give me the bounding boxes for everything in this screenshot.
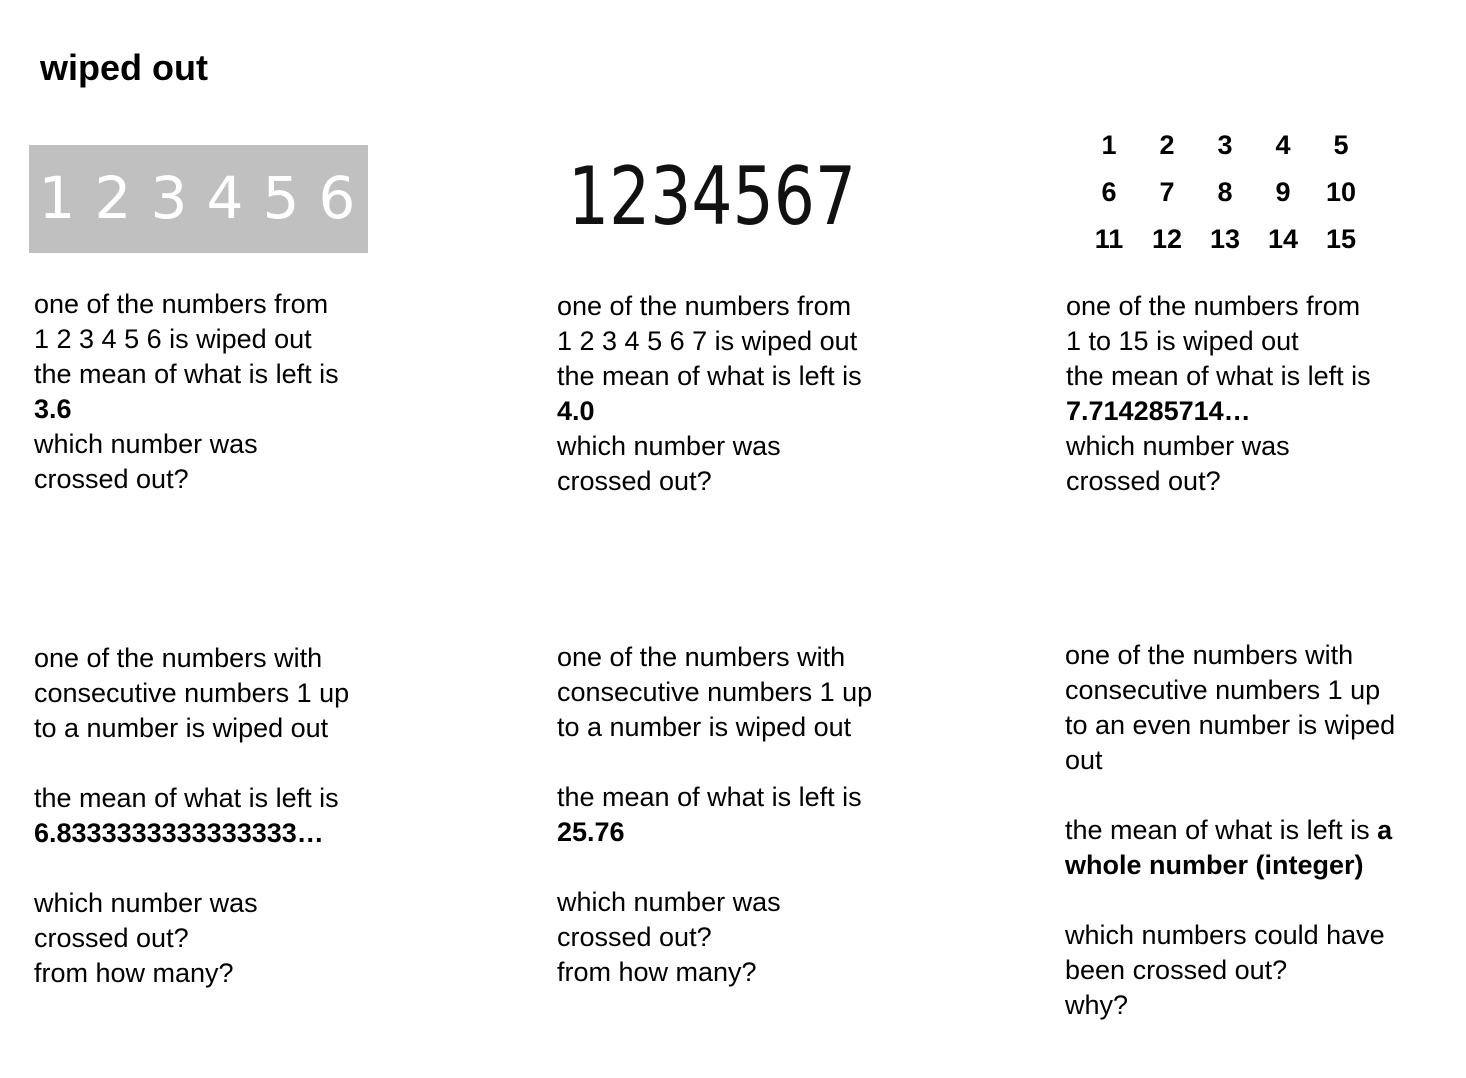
problem-text: one of the numbers with [34,643,323,673]
problem-text: 1 2 3 4 5 6 7 is wiped out [557,326,858,356]
mean-value: 4.0 [557,396,595,426]
grid-cell: 9 [1275,177,1291,207]
problem-text: crossed out? [34,464,189,494]
problem-3 [1066,289,1371,499]
grid-cell: 8 [1217,177,1233,207]
grey-digits-image [29,145,368,253]
spacer [34,746,349,781]
problem-text: 1 2 3 4 5 6 is wiped out [34,324,312,354]
problem-text: one of the numbers from [34,289,329,319]
grid-cell: 14 [1267,224,1299,254]
problem-4 [34,641,349,991]
grid-cell: 1 [1101,130,1117,160]
mean-value: whole number (integer) [1065,850,1364,880]
problem-text: why? [1065,990,1129,1020]
mean-value: 3.6 [34,394,72,424]
spacer [1065,778,1395,813]
grid-cell: 2 [1159,130,1175,160]
grey-digit: 6 [318,164,356,232]
mean-value: 25.76 [557,817,625,847]
problem-text: which number was [557,431,781,461]
problem-text: consecutive numbers 1 up [1065,675,1381,705]
grid-cell: 6 [1101,177,1117,207]
grid-row [1080,122,1370,169]
problem-5 [557,640,872,990]
problem-6 [1065,638,1395,1023]
black-digits-text: 1234567 [568,150,856,243]
problem-text: been crossed out? [1065,955,1288,985]
grid-cell: 4 [1275,130,1291,160]
problem-text: crossed out? [1066,466,1221,496]
black-digits-image [566,150,866,243]
grid-row [1080,169,1370,216]
problem-text: one of the numbers with [557,642,846,672]
problem-text: which number was [34,888,258,918]
spacer [557,745,872,780]
grid-cell: 15 [1325,224,1357,254]
problem-text: the mean of what is left is [34,783,339,813]
problem-text: to a number is wiped out [557,712,852,742]
grid-cell: 5 [1333,130,1349,160]
problem-1 [34,287,339,497]
spacer [34,851,349,886]
problem-text: crossed out? [34,923,189,953]
mean-value: 6.8333333333333333… [34,818,324,848]
problem-text: which number was [34,429,258,459]
grid-row [1080,216,1370,263]
problem-text: the mean of what is left is [557,361,862,391]
mean-value-a: a [1377,815,1393,845]
problem-text: from how many? [34,958,234,988]
problem-text: the mean of what is left is [1066,361,1371,391]
problem-text: consecutive numbers 1 up [34,678,350,708]
problem-text: from how many? [557,957,757,987]
problem-text: to a number is wiped out [34,713,329,743]
grid-cell: 3 [1217,130,1233,160]
spacer [1065,883,1395,918]
grid-cell: 12 [1151,224,1183,254]
problem-text: one of the numbers from [1066,291,1361,321]
problem-text: crossed out? [557,922,712,952]
problem-text: consecutive numbers 1 up [557,677,873,707]
problem-line-mean [1065,813,1395,848]
grey-digit: 5 [262,164,300,232]
mean-value: 7.714285714… [1066,396,1251,426]
problem-text: one of the numbers with [1065,640,1354,670]
grid-cell: 11 [1094,224,1124,254]
problem-text: which numbers could have [1065,920,1385,950]
grey-digit: 1 [38,164,76,232]
grey-digit: 2 [94,164,132,232]
black-digits-svg [566,150,866,243]
grid-cell: 7 [1159,177,1175,207]
grey-digit: 4 [206,164,244,232]
page-title: wiped out [40,47,208,88]
problem-text: out [1065,745,1103,775]
grey-digit: 3 [150,164,188,232]
problem-2 [557,289,862,499]
problem-text: crossed out? [557,466,712,496]
problem-text: the mean of what is left is [557,782,862,812]
problem-text: the mean of what is left is [1065,815,1370,845]
grid-cell: 13 [1209,224,1241,254]
problem-text: to an even number is wiped [1065,710,1396,740]
problem-text: one of the numbers from [557,291,852,321]
problem-text: 1 to 15 is wiped out [1066,326,1299,356]
problem-text: the mean of what is left is [34,359,339,389]
problem-text: which number was [557,887,781,917]
grey-digits-svg [29,145,368,253]
number-grid [1080,122,1370,263]
spacer [557,850,872,885]
problem-text: which number was [1066,431,1290,461]
grid-cell: 10 [1325,177,1357,207]
